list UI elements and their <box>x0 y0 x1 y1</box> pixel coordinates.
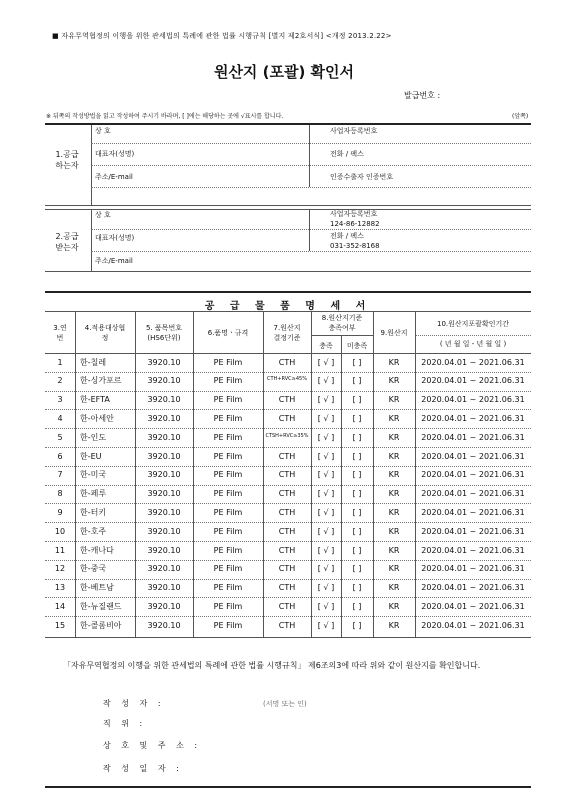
row-no: 14 <box>54 601 66 611</box>
row-hs-code: 3920.10 <box>147 526 181 536</box>
row-criteria: CTH <box>278 526 296 536</box>
row-not-meets-mark: [ ] <box>352 376 362 386</box>
row-meets-mark: [ √ ] <box>317 583 335 593</box>
supplier-rep-label: 대표자(성명) <box>95 150 135 158</box>
row-no: 6 <box>57 451 63 461</box>
row-origin: KR <box>388 413 400 423</box>
row-agreement: 한-싱가포르 <box>80 376 122 386</box>
row-no: 7 <box>57 470 63 480</box>
row-period: 2020.04.01 ~ 2021.06.31 <box>421 357 525 367</box>
row-not-meets-mark: [ ] <box>352 432 362 442</box>
col-header-item: 6.품명ㆍ규격 <box>207 329 249 337</box>
row-no: 4 <box>57 413 63 423</box>
goods-section-title: 공 급 물 품 명 세 서 <box>204 301 372 312</box>
row-item: PE Film <box>213 601 243 611</box>
col-header-hs: 5. 품목번호 (HS6단위) <box>146 324 182 342</box>
row-meets-mark: [ √ ] <box>317 620 335 630</box>
row-agreement: 한-아세안 <box>80 413 114 423</box>
row-agreement: 한-터키 <box>80 507 107 517</box>
row-hs-code: 3920.10 <box>147 489 181 499</box>
row-agreement: 한-인도 <box>80 432 107 442</box>
row-meets-mark: [ √ ] <box>317 376 335 386</box>
row-origin: KR <box>388 564 400 574</box>
row-period: 2020.04.01 ~ 2021.06.31 <box>421 545 525 555</box>
col-header-yes: 충족 <box>319 342 333 350</box>
row-criteria: CTH <box>278 413 296 423</box>
row-agreement: 한-베트남 <box>80 583 114 593</box>
row-criteria: CTH <box>278 451 296 461</box>
receiver-bizno-label: 사업자등록번호 <box>330 210 378 218</box>
row-meets-mark: [ √ ] <box>317 432 335 442</box>
row-hs-code: 3920.10 <box>147 564 181 574</box>
row-period: 2020.04.01 ~ 2021.06.31 <box>421 583 525 593</box>
row-agreement: 한-EFTA <box>80 395 110 405</box>
col-header-criteria: 7.원산지 결정기준 <box>273 324 301 342</box>
row-item: PE Film <box>213 489 243 499</box>
row-hs-code: 3920.10 <box>147 413 181 423</box>
supplier-phone-label: 전화 / 팩스 <box>330 150 364 158</box>
row-agreement: 한-콜롬비아 <box>80 620 122 630</box>
position-label: 직 위 : <box>103 719 147 728</box>
issue-number-label: 발급번호 : <box>404 91 441 100</box>
col-header-period-sub: ( 년 월 일 - 년 월 일 ) <box>439 340 507 348</box>
row-criteria: CTH+RVC≥45% <box>267 376 307 383</box>
row-agreement: 한-캐나다 <box>80 545 114 555</box>
row-item: PE Film <box>213 564 243 574</box>
row-period: 2020.04.01 ~ 2021.06.31 <box>421 451 525 461</box>
row-criteria: CTH <box>278 620 296 630</box>
row-criteria: CTH <box>278 601 296 611</box>
row-period: 2020.04.01 ~ 2021.06.31 <box>421 376 525 386</box>
supplier-group-label: 1.공급 하는자 <box>55 150 79 170</box>
supplier-name-label: 상 호 <box>95 127 111 135</box>
row-criteria: CTH <box>278 564 296 574</box>
document-title: 원산지 (포괄) 확인서 <box>213 63 355 81</box>
row-hs-code: 3920.10 <box>147 451 181 461</box>
supplier-address-label: 주소/E-mail <box>95 173 133 181</box>
row-not-meets-mark: [ ] <box>352 489 362 499</box>
row-meets-mark: [ √ ] <box>317 357 335 367</box>
row-origin: KR <box>388 601 400 611</box>
company-address-label: 상 호 및 주 소 : <box>103 741 202 750</box>
row-period: 2020.04.01 ~ 2021.06.31 <box>421 395 525 405</box>
row-no: 15 <box>54 620 66 630</box>
col-header-agreement: 4.적용대상협 정 <box>84 324 126 342</box>
row-period: 2020.04.01 ~ 2021.06.31 <box>421 489 525 499</box>
row-not-meets-mark: [ ] <box>352 545 362 555</box>
row-hs-code: 3920.10 <box>147 395 181 405</box>
row-origin: KR <box>388 507 400 517</box>
row-not-meets-mark: [ ] <box>352 470 362 480</box>
col-header-origin-group: 8.원산지기준 충족여부 <box>321 314 363 332</box>
date-label: 작 성 일 자 : <box>103 764 183 773</box>
receiver-name-label: 상 호 <box>95 211 111 219</box>
receiver-phone-value: 031-352-8168 <box>330 242 380 250</box>
row-origin: KR <box>388 470 400 480</box>
row-no: 3 <box>57 395 63 405</box>
row-hs-code: 3920.10 <box>147 376 181 386</box>
row-origin: KR <box>388 357 400 367</box>
supplier-bizno-label: 사업자등록번호 <box>330 127 378 135</box>
row-origin: KR <box>388 395 400 405</box>
row-item: PE Film <box>213 376 243 386</box>
row-item: PE Film <box>213 432 243 442</box>
row-criteria: CTH <box>278 545 296 555</box>
row-no: 12 <box>54 564 66 574</box>
row-origin: KR <box>388 545 400 555</box>
row-origin: KR <box>388 432 400 442</box>
row-agreement: 한-호주 <box>80 526 107 536</box>
row-item: PE Film <box>213 507 243 517</box>
row-origin: KR <box>388 526 400 536</box>
row-hs-code: 3920.10 <box>147 432 181 442</box>
row-item: PE Film <box>213 583 243 593</box>
row-hs-code: 3920.10 <box>147 601 181 611</box>
author-label: 작 성 자 : <box>103 699 165 708</box>
row-no: 11 <box>54 545 66 555</box>
receiver-group-label: 2.공급 받는자 <box>55 232 79 252</box>
row-not-meets-mark: [ ] <box>352 620 362 630</box>
row-criteria: CTH <box>278 395 296 405</box>
row-period: 2020.04.01 ~ 2021.06.31 <box>421 413 525 423</box>
receiver-rep-label: 대표자(성명) <box>95 234 135 242</box>
row-item: PE Film <box>213 413 243 423</box>
row-origin: KR <box>388 489 400 499</box>
supplier-exporter-label: 인증수출자 인증번호 <box>330 173 394 181</box>
row-hs-code: 3920.10 <box>147 470 181 480</box>
row-not-meets-mark: [ ] <box>352 451 362 461</box>
row-meets-mark: [ √ ] <box>317 470 335 480</box>
row-meets-mark: [ √ ] <box>317 413 335 423</box>
row-item: PE Film <box>213 545 243 555</box>
row-period: 2020.04.01 ~ 2021.06.31 <box>421 601 525 611</box>
row-item: PE Film <box>213 620 243 630</box>
row-hs-code: 3920.10 <box>147 545 181 555</box>
row-not-meets-mark: [ ] <box>352 357 362 367</box>
row-no: 9 <box>57 507 63 517</box>
row-hs-code: 3920.10 <box>147 357 181 367</box>
row-period: 2020.04.01 ~ 2021.06.31 <box>421 507 525 517</box>
row-meets-mark: [ √ ] <box>317 526 335 536</box>
row-agreement: 한-뉴질랜드 <box>80 601 122 611</box>
form-header-note: ■ 자유무역협정의 이행을 위한 관세법의 특례에 관한 법률 시행규칙 [별지 제2호서식] <개정 2013.2.22> <box>52 32 392 40</box>
row-origin: KR <box>388 620 400 630</box>
form-sheet <box>45 123 531 788</box>
row-no: 5 <box>57 432 63 442</box>
row-agreement: 한-EU <box>80 451 102 461</box>
row-meets-mark: [ √ ] <box>317 564 335 574</box>
row-not-meets-mark: [ ] <box>352 564 362 574</box>
declaration-text: 「자유무역협정의 이행을 위한 관세법의 특례에 관한 법률 시행규칙」 제6조의3에 따라 위와 같이 원산지를 확인합니다. <box>63 661 481 670</box>
row-origin: KR <box>388 376 400 386</box>
row-agreement: 한-중국 <box>80 564 107 574</box>
row-origin: KR <box>388 451 400 461</box>
row-meets-mark: [ √ ] <box>317 507 335 517</box>
row-not-meets-mark: [ ] <box>352 413 362 423</box>
row-agreement: 한-미국 <box>80 470 107 480</box>
row-hs-code: 3920.10 <box>147 583 181 593</box>
row-criteria: CTH <box>278 357 296 367</box>
row-meets-mark: [ √ ] <box>317 489 335 499</box>
row-not-meets-mark: [ ] <box>352 601 362 611</box>
row-meets-mark: [ √ ] <box>317 395 335 405</box>
receiver-bizno-value: 124-86-12882 <box>330 220 380 228</box>
row-no: 10 <box>54 526 66 536</box>
row-criteria: CTH <box>278 583 296 593</box>
row-origin: KR <box>388 583 400 593</box>
author-sign-note: (서명 또는 인) <box>263 700 307 708</box>
col-header-origin: 9.원산지 <box>380 329 408 337</box>
row-item: PE Film <box>213 526 243 536</box>
row-not-meets-mark: [ ] <box>352 507 362 517</box>
row-period: 2020.04.01 ~ 2021.06.31 <box>421 620 525 630</box>
instruction-text: ※ 뒤쪽의 작성방법을 읽고 작성하여 주시기 바라며, [ ]에는 해당하는 곳에 √표시를 합니다. <box>46 113 284 120</box>
row-item: PE Film <box>213 395 243 405</box>
row-criteria: CTH <box>278 489 296 499</box>
row-meets-mark: [ √ ] <box>317 545 335 555</box>
receiver-phone-label: 전화 / 팩스 <box>330 232 364 240</box>
row-agreement: 한-칠레 <box>80 357 107 367</box>
row-no: 8 <box>57 489 63 499</box>
row-agreement: 한-페루 <box>80 489 107 499</box>
page-side-label: (앞쪽) <box>512 113 529 120</box>
row-criteria: CTSH+RVC≥35% <box>265 432 309 439</box>
row-meets-mark: [ √ ] <box>317 451 335 461</box>
row-meets-mark: [ √ ] <box>317 601 335 611</box>
row-period: 2020.04.01 ~ 2021.06.31 <box>421 564 525 574</box>
row-no: 1 <box>57 357 63 367</box>
row-hs-code: 3920.10 <box>147 620 181 630</box>
row-item: PE Film <box>213 451 243 461</box>
receiver-address-label: 주소/E-mail <box>95 257 133 265</box>
row-period: 2020.04.01 ~ 2021.06.31 <box>421 432 525 442</box>
row-not-meets-mark: [ ] <box>352 526 362 536</box>
col-header-no: 3.연 번 <box>53 324 67 342</box>
col-header-period: 10.원산지포괄확인기간 <box>437 320 509 328</box>
row-item: PE Film <box>213 470 243 480</box>
row-item: PE Film <box>213 357 243 367</box>
row-criteria: CTH <box>278 470 296 480</box>
col-header-no-meet: 미충족 <box>346 342 368 350</box>
row-not-meets-mark: [ ] <box>352 395 362 405</box>
row-hs-code: 3920.10 <box>147 507 181 517</box>
row-no: 13 <box>54 583 66 593</box>
row-not-meets-mark: [ ] <box>352 583 362 593</box>
row-period: 2020.04.01 ~ 2021.06.31 <box>421 470 525 480</box>
row-criteria: CTH <box>278 507 296 517</box>
row-no: 2 <box>57 376 63 386</box>
row-period: 2020.04.01 ~ 2021.06.31 <box>421 526 525 536</box>
